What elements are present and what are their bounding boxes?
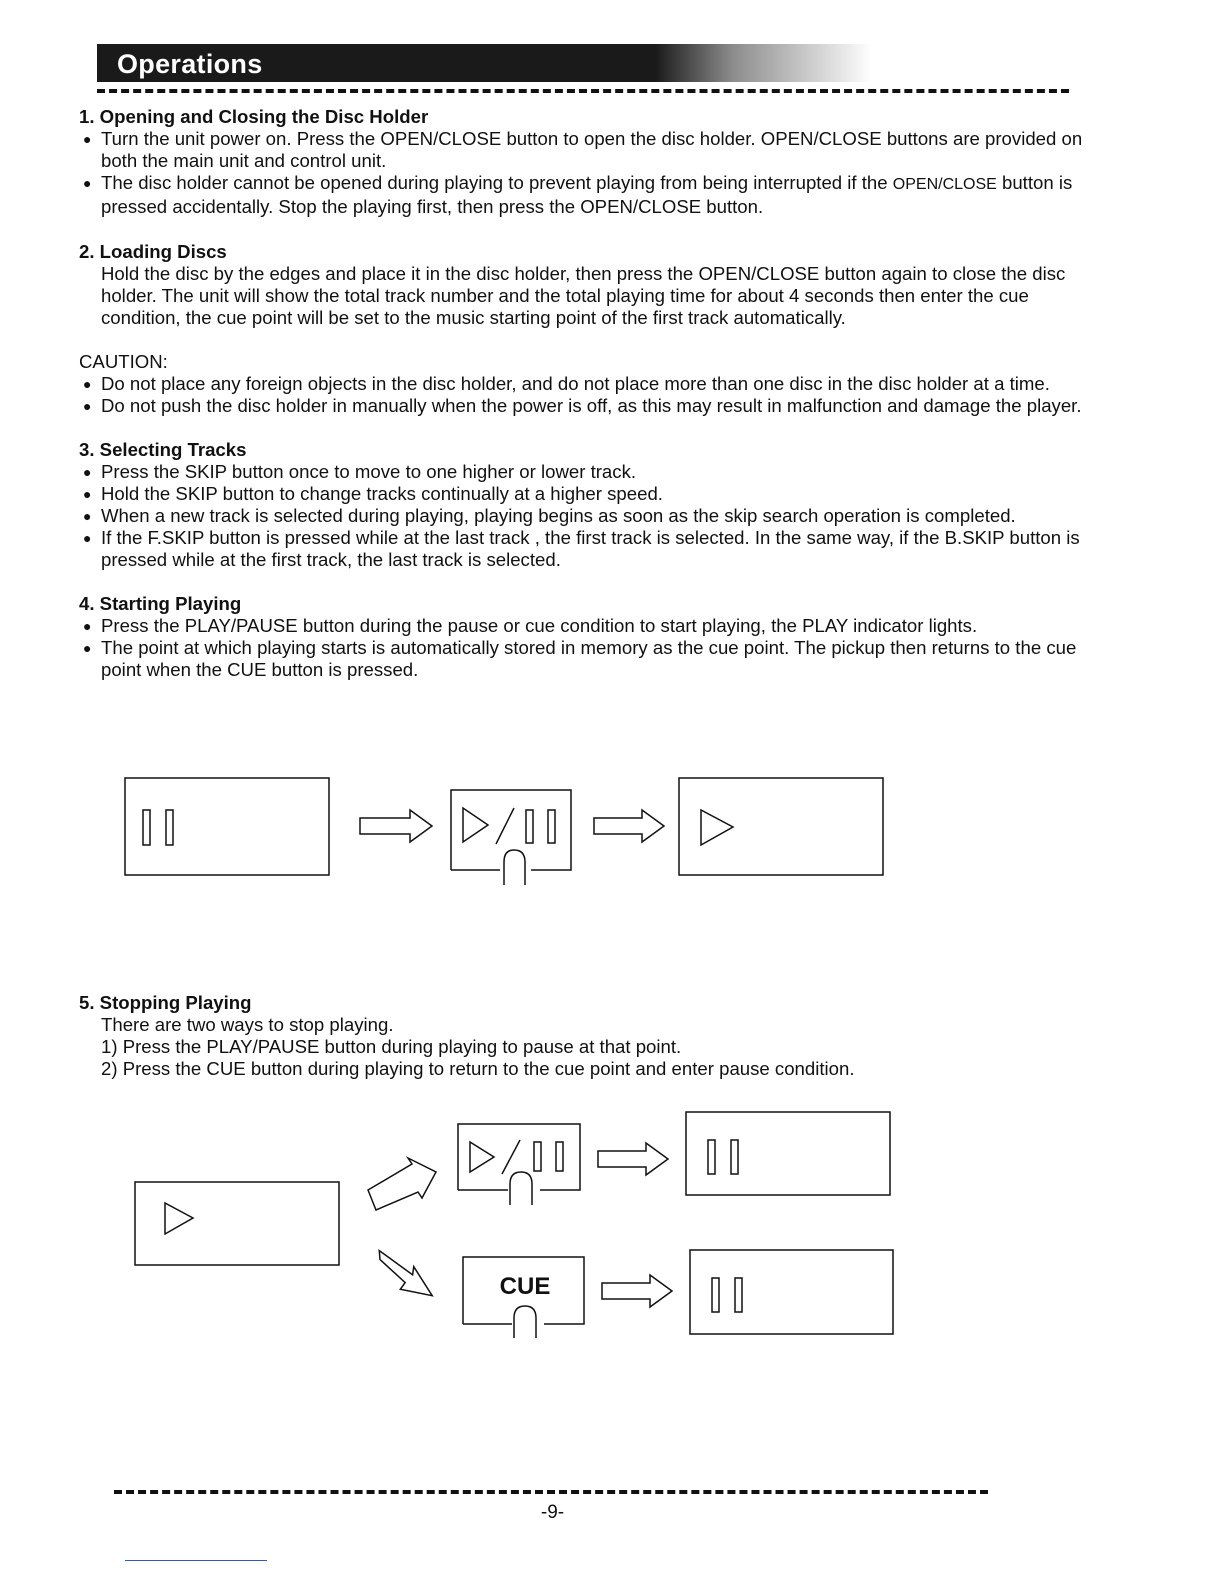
paragraph: Hold the disc by the edges and place it in the disc holder, then press the OPEN/CLOSE button again to close the disc holder. The unit will show the total track number and the total playing time for about 4 seconds then enter the cue condition, the cue point will be set to the music starting point of the first track automatically. xyxy=(101,263,1066,328)
finger-icon xyxy=(510,1172,532,1205)
section-selecting-tracks xyxy=(79,439,1089,571)
list-item: ● When a new track is selected during playing, playing begins as soon as the skip search operation is completed. xyxy=(79,505,1089,527)
cue-button-icon xyxy=(463,1257,584,1338)
content xyxy=(79,106,1089,681)
content-stopping xyxy=(79,992,1089,1080)
list-item: ● Press the SKIP button once to move to one higher or lower track. xyxy=(79,461,1089,483)
list-item: ● Turn the unit power on. Press the OPEN/CLOSE button to open the disc holder. OPEN/CLOSE buttons are provided on both the main unit and control unit. xyxy=(79,128,1089,172)
bullet-icon: ● xyxy=(83,464,92,480)
section-opening-closing xyxy=(79,106,1089,218)
section-caution xyxy=(79,351,1089,417)
list-item: ● Do not place any foreign objects in the disc holder, and do not place more than one disc in the disc holder at a time. xyxy=(79,373,1089,395)
section-stopping-playing xyxy=(79,992,1089,1080)
list-item: ● Do not push the disc holder in manually when the power is off, as this may result in malfunction and damage the player. xyxy=(79,395,1089,417)
pause-icon xyxy=(712,1278,742,1312)
list-item: 2) Press the CUE button during playing to return to the cue point and enter pause condition. xyxy=(101,1058,855,1079)
cue-label: CUE xyxy=(499,1273,551,1300)
bullet-icon: ● xyxy=(83,398,92,414)
bullet-icon: ● xyxy=(83,508,92,524)
section-title: 4. Starting Playing xyxy=(79,593,242,614)
paragraph: There are two ways to stop playing. xyxy=(101,1014,394,1035)
page-number: -9- xyxy=(540,1502,565,1523)
list-item: ● Hold the SKIP button to change tracks continually at a higher speed. xyxy=(79,483,1089,505)
caution-title: CAUTION: xyxy=(79,351,168,372)
arrow-down-right-icon xyxy=(369,1251,441,1302)
list-item: 1) Press the PLAY/PAUSE button during playing to pause at that point. xyxy=(101,1036,682,1057)
arrow-up-right-icon xyxy=(368,1158,436,1210)
arrow-right-icon xyxy=(360,810,432,842)
list-item: ● Press the PLAY/PAUSE button during the pause or cue condition to start playing, the PLAY indicator lights. xyxy=(79,615,1089,637)
section-starting-playing xyxy=(79,593,1089,681)
play-icon xyxy=(701,810,733,845)
play-pause-button-icon xyxy=(451,790,571,885)
bullet-icon: ● xyxy=(83,131,92,147)
display-pause xyxy=(686,1112,890,1195)
arrow-right-icon xyxy=(602,1275,672,1307)
footer-dashed-divider xyxy=(114,1490,988,1494)
section-loading-discs xyxy=(79,241,1089,329)
bullet-icon: ● xyxy=(83,618,92,634)
arrow-right-icon xyxy=(598,1143,668,1175)
pause-icon xyxy=(708,1140,738,1174)
list-item: ● The point at which playing starts is automatically stored in memory as the cue point. The pickup then returns to the cue point when the CUE button is pressed. xyxy=(79,637,1089,681)
section-title: 2. Loading Discs xyxy=(79,241,227,262)
header-dashed-divider xyxy=(97,89,1069,93)
section-title: 1. Opening and Closing the Disc Holder xyxy=(79,106,429,127)
page-title: Operations xyxy=(117,49,263,79)
display-play xyxy=(135,1182,339,1265)
display-play xyxy=(679,778,883,875)
section-header-bar xyxy=(97,44,872,82)
section-title: 3. Selecting Tracks xyxy=(79,439,247,460)
display-pause xyxy=(690,1250,893,1334)
play-icon xyxy=(165,1203,193,1234)
list-item: ● If the F.SKIP button is pressed while at the last track , the first track is selected. In the same way, if the B.SKIP button is pressed while at the first track, the last track is selected. xyxy=(79,527,1089,571)
list-item: ● The disc holder cannot be opened during playing to prevent playing from being interrupted if the OPEN/CLOSE button is pressed accidentally. Stop the playing first, then press the OPEN/CLOSE button. xyxy=(79,172,1089,218)
section-title: 5. Stopping Playing xyxy=(79,992,252,1013)
display-pause xyxy=(125,778,329,875)
play-pause-button-icon xyxy=(458,1124,580,1205)
bullet-icon: ● xyxy=(83,376,92,392)
pause-icon xyxy=(143,810,173,845)
bullet-icon: ● xyxy=(83,175,92,191)
bullet-icon: ● xyxy=(83,530,92,546)
finger-icon xyxy=(514,1306,536,1338)
finger-icon xyxy=(504,850,525,885)
bullet-icon: ● xyxy=(83,640,92,656)
bullet-icon: ● xyxy=(83,486,92,502)
underline-decoration xyxy=(125,1560,267,1561)
arrow-right-icon xyxy=(594,810,664,842)
